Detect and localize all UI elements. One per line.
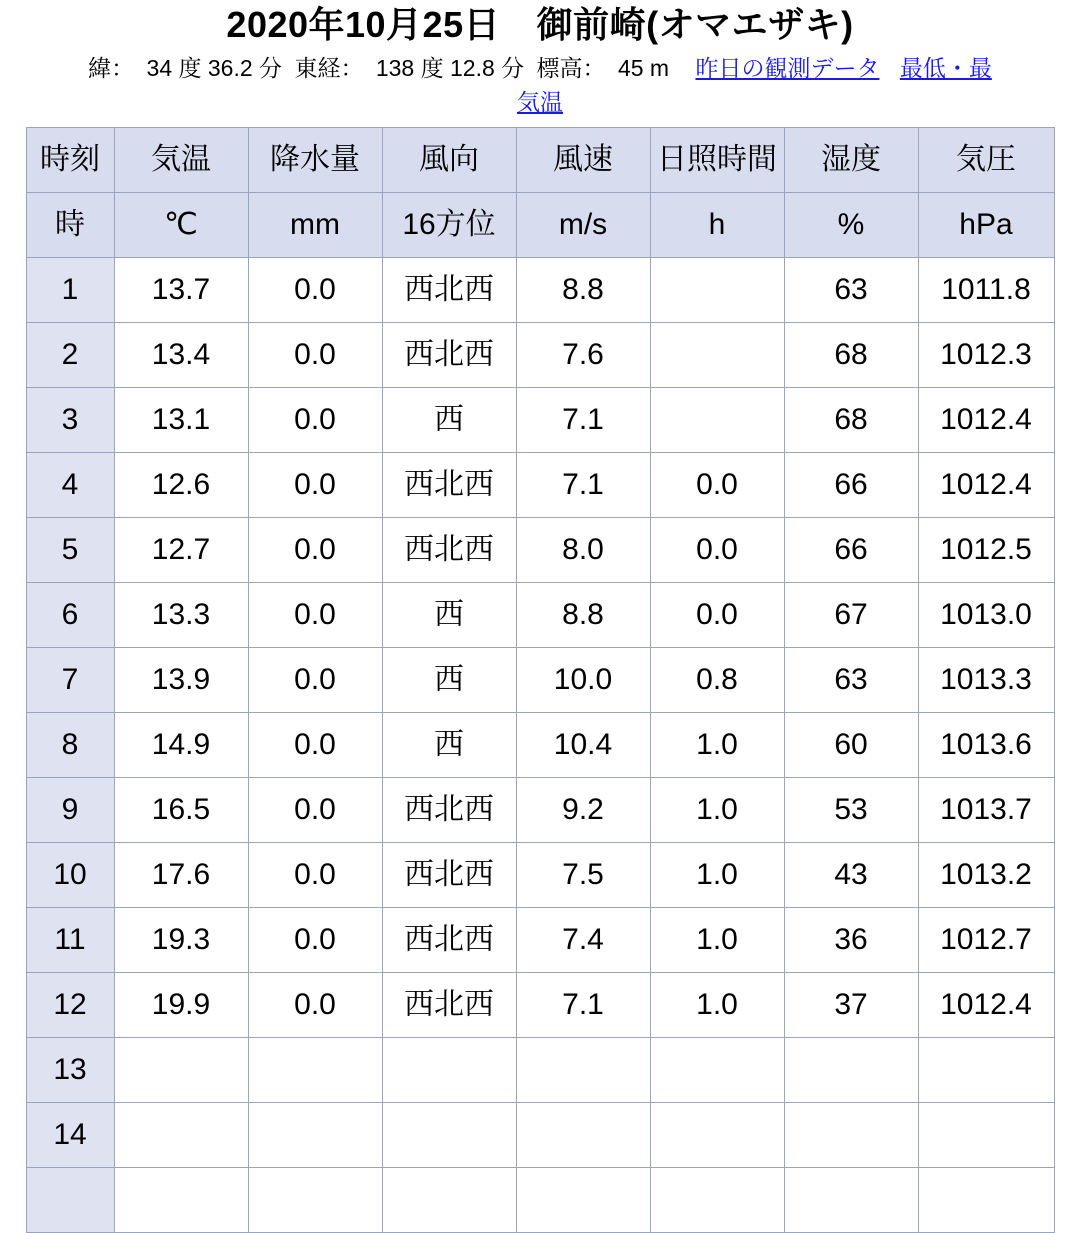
- cell-wind-direction: [382, 1038, 516, 1103]
- cell-pressure: 1011.8: [918, 258, 1054, 323]
- cell-wind-direction: 西北西: [382, 518, 516, 583]
- cell-sunshine: 1.0: [650, 973, 784, 1038]
- cell-humidity: 43: [784, 843, 918, 908]
- cell-wind-direction: 西北西: [382, 908, 516, 973]
- cell-humidity: 66: [784, 453, 918, 518]
- cell-wind-direction: 西北西: [382, 453, 516, 518]
- cell-wind-direction: 西: [382, 713, 516, 778]
- table-row: [26, 713, 1054, 778]
- table-row: [26, 908, 1054, 973]
- cell-humidity: 68: [784, 388, 918, 453]
- cell-humidity: [784, 1168, 918, 1233]
- cell-pressure: 1013.3: [918, 648, 1054, 713]
- cell-temperature: 16.5: [114, 778, 248, 843]
- cell-wind-direction: 西北西: [382, 843, 516, 908]
- page-title: 2020年10月25日 御前崎(オマエザキ): [226, 4, 854, 45]
- cell-temperature: [114, 1038, 248, 1103]
- cell-hour: 9: [26, 778, 114, 843]
- column-header-wind-direction: 風向: [382, 128, 516, 193]
- cell-wind-speed: 9.2: [516, 778, 650, 843]
- table-row: [26, 258, 1054, 323]
- cell-humidity: 63: [784, 648, 918, 713]
- table-row: [26, 1168, 1054, 1233]
- cell-precipitation: [248, 1103, 382, 1168]
- cell-wind-speed: 8.8: [516, 583, 650, 648]
- observation-table: [26, 127, 1055, 1233]
- cell-temperature: 14.9: [114, 713, 248, 778]
- cell-humidity: 53: [784, 778, 918, 843]
- column-header-temperature: 気温: [114, 128, 248, 193]
- cell-temperature: 12.6: [114, 453, 248, 518]
- cell-pressure: 1012.4: [918, 388, 1054, 453]
- cell-sunshine: 0.0: [650, 453, 784, 518]
- cell-hour: 8: [26, 713, 114, 778]
- cell-wind-speed: 10.4: [516, 713, 650, 778]
- cell-wind-speed: 7.1: [516, 388, 650, 453]
- cell-wind-direction: [382, 1168, 516, 1233]
- cell-humidity: 36: [784, 908, 918, 973]
- cell-humidity: 63: [784, 258, 918, 323]
- cell-temperature: 19.9: [114, 973, 248, 1038]
- cell-wind-direction: 西: [382, 583, 516, 648]
- cell-temperature: 13.4: [114, 323, 248, 388]
- cell-wind-direction: 西北西: [382, 258, 516, 323]
- cell-hour: 7: [26, 648, 114, 713]
- cell-sunshine: 1.0: [650, 778, 784, 843]
- cell-precipitation: 0.0: [248, 973, 382, 1038]
- cell-precipitation: 0.0: [248, 518, 382, 583]
- cell-wind-speed: 7.4: [516, 908, 650, 973]
- min-max-temp-link-part2[interactable]: 気温: [517, 88, 563, 115]
- altitude-value: 45 m: [617, 55, 670, 82]
- column-unit-wind-direction: 16方位: [382, 193, 516, 258]
- cell-pressure: [918, 1103, 1054, 1168]
- column-header-pressure: 気圧: [918, 128, 1054, 193]
- cell-hour: 6: [26, 583, 114, 648]
- cell-wind-speed: 7.1: [516, 973, 650, 1038]
- table-row: [26, 973, 1054, 1038]
- latitude-label: 緯：: [88, 55, 135, 82]
- table-row: [26, 778, 1054, 843]
- column-unit-temperature: ℃: [114, 193, 248, 258]
- cell-wind-speed: 8.8: [516, 258, 650, 323]
- cell-temperature: [114, 1168, 248, 1233]
- table-row: [26, 843, 1054, 908]
- cell-sunshine: 0.8: [650, 648, 784, 713]
- cell-humidity: [784, 1038, 918, 1103]
- cell-humidity: 67: [784, 583, 918, 648]
- cell-precipitation: 0.0: [248, 843, 382, 908]
- cell-wind-direction: 西: [382, 648, 516, 713]
- cell-precipitation: 0.0: [248, 583, 382, 648]
- column-header-humidity: 湿度: [784, 128, 918, 193]
- cell-sunshine: 1.0: [650, 843, 784, 908]
- yesterday-data-link[interactable]: 昨日の観測データ: [695, 55, 880, 82]
- table-header-row-units: [26, 193, 1054, 258]
- column-unit-hour: 時: [26, 193, 114, 258]
- cell-precipitation: [248, 1168, 382, 1233]
- header-links-second-line: [0, 86, 1080, 119]
- column-unit-sunshine: h: [650, 193, 784, 258]
- cell-sunshine: [650, 323, 784, 388]
- cell-precipitation: 0.0: [248, 323, 382, 388]
- cell-humidity: 37: [784, 973, 918, 1038]
- latitude-value: 34 度 36.2 分: [146, 55, 283, 82]
- cell-hour: 11: [26, 908, 114, 973]
- column-unit-humidity: %: [784, 193, 918, 258]
- cell-wind-direction: 西北西: [382, 973, 516, 1038]
- cell-hour: 1: [26, 258, 114, 323]
- cell-hour: 14: [26, 1103, 114, 1168]
- cell-sunshine: [650, 388, 784, 453]
- cell-hour: 10: [26, 843, 114, 908]
- cell-sunshine: 0.0: [650, 583, 784, 648]
- cell-humidity: 60: [784, 713, 918, 778]
- column-header-wind-speed: 風速: [516, 128, 650, 193]
- cell-temperature: 12.7: [114, 518, 248, 583]
- cell-hour: 3: [26, 388, 114, 453]
- table-row: [26, 1103, 1054, 1168]
- cell-pressure: 1012.4: [918, 453, 1054, 518]
- table-body: [26, 258, 1054, 1233]
- cell-hour: 4: [26, 453, 114, 518]
- cell-precipitation: 0.0: [248, 453, 382, 518]
- column-header-precipitation: 降水量: [248, 128, 382, 193]
- cell-sunshine: [650, 258, 784, 323]
- column-header-sunshine: 日照時間: [650, 128, 784, 193]
- cell-wind-speed: 8.0: [516, 518, 650, 583]
- cell-hour: [26, 1168, 114, 1233]
- table-row: [26, 583, 1054, 648]
- cell-wind-speed: [516, 1168, 650, 1233]
- cell-sunshine: 1.0: [650, 908, 784, 973]
- altitude-label: 標高：: [536, 55, 606, 82]
- cell-temperature: 13.3: [114, 583, 248, 648]
- cell-precipitation: 0.0: [248, 648, 382, 713]
- cell-temperature: 13.1: [114, 388, 248, 453]
- cell-pressure: 1012.7: [918, 908, 1054, 973]
- cell-temperature: 13.9: [114, 648, 248, 713]
- cell-sunshine: 1.0: [650, 713, 784, 778]
- table-row: [26, 453, 1054, 518]
- cell-precipitation: [248, 1038, 382, 1103]
- cell-precipitation: 0.0: [248, 388, 382, 453]
- min-max-temp-link-part1[interactable]: 最低・最: [899, 55, 992, 82]
- cell-pressure: 1013.2: [918, 843, 1054, 908]
- cell-precipitation: 0.0: [248, 778, 382, 843]
- cell-humidity: [784, 1103, 918, 1168]
- table-row: [26, 648, 1054, 713]
- cell-pressure: 1012.3: [918, 323, 1054, 388]
- cell-wind-speed: [516, 1103, 650, 1168]
- cell-pressure: 1013.7: [918, 778, 1054, 843]
- table-header-row-names: [26, 128, 1054, 193]
- cell-wind-direction: [382, 1103, 516, 1168]
- cell-pressure: 1013.0: [918, 583, 1054, 648]
- cell-pressure: [918, 1168, 1054, 1233]
- cell-wind-speed: 7.6: [516, 323, 650, 388]
- cell-sunshine: [650, 1038, 784, 1103]
- column-unit-wind-speed: m/s: [516, 193, 650, 258]
- column-unit-pressure: hPa: [918, 193, 1054, 258]
- cell-pressure: 1013.6: [918, 713, 1054, 778]
- cell-hour: 13: [26, 1038, 114, 1103]
- cell-temperature: 13.7: [114, 258, 248, 323]
- table-row: [26, 323, 1054, 388]
- station-coordinates: [0, 45, 1080, 86]
- table-row: [26, 518, 1054, 583]
- cell-precipitation: 0.0: [248, 713, 382, 778]
- cell-precipitation: 0.0: [248, 908, 382, 973]
- cell-wind-speed: [516, 1038, 650, 1103]
- cell-pressure: 1012.4: [918, 973, 1054, 1038]
- cell-temperature: 19.3: [114, 908, 248, 973]
- cell-pressure: 1012.5: [918, 518, 1054, 583]
- table-row: [26, 1038, 1054, 1103]
- cell-precipitation: 0.0: [248, 258, 382, 323]
- column-header-hour: 時刻: [26, 128, 114, 193]
- cell-sunshine: 0.0: [650, 518, 784, 583]
- cell-humidity: 68: [784, 323, 918, 388]
- cell-humidity: 66: [784, 518, 918, 583]
- cell-sunshine: [650, 1168, 784, 1233]
- cell-pressure: [918, 1038, 1054, 1103]
- cell-temperature: 17.6: [114, 843, 248, 908]
- table-row: [26, 388, 1054, 453]
- cell-temperature: [114, 1103, 248, 1168]
- cell-hour: 12: [26, 973, 114, 1038]
- cell-wind-speed: 7.1: [516, 453, 650, 518]
- longitude-value: 138 度 12.8 分: [375, 55, 525, 82]
- cell-sunshine: [650, 1103, 784, 1168]
- cell-hour: 2: [26, 323, 114, 388]
- cell-wind-direction: 西: [382, 388, 516, 453]
- column-unit-precipitation: mm: [248, 193, 382, 258]
- cell-hour: 5: [26, 518, 114, 583]
- cell-wind-speed: 10.0: [516, 648, 650, 713]
- cell-wind-speed: 7.5: [516, 843, 650, 908]
- longitude-label: 東経：: [294, 55, 364, 82]
- cell-wind-direction: 西北西: [382, 323, 516, 388]
- cell-wind-direction: 西北西: [382, 778, 516, 843]
